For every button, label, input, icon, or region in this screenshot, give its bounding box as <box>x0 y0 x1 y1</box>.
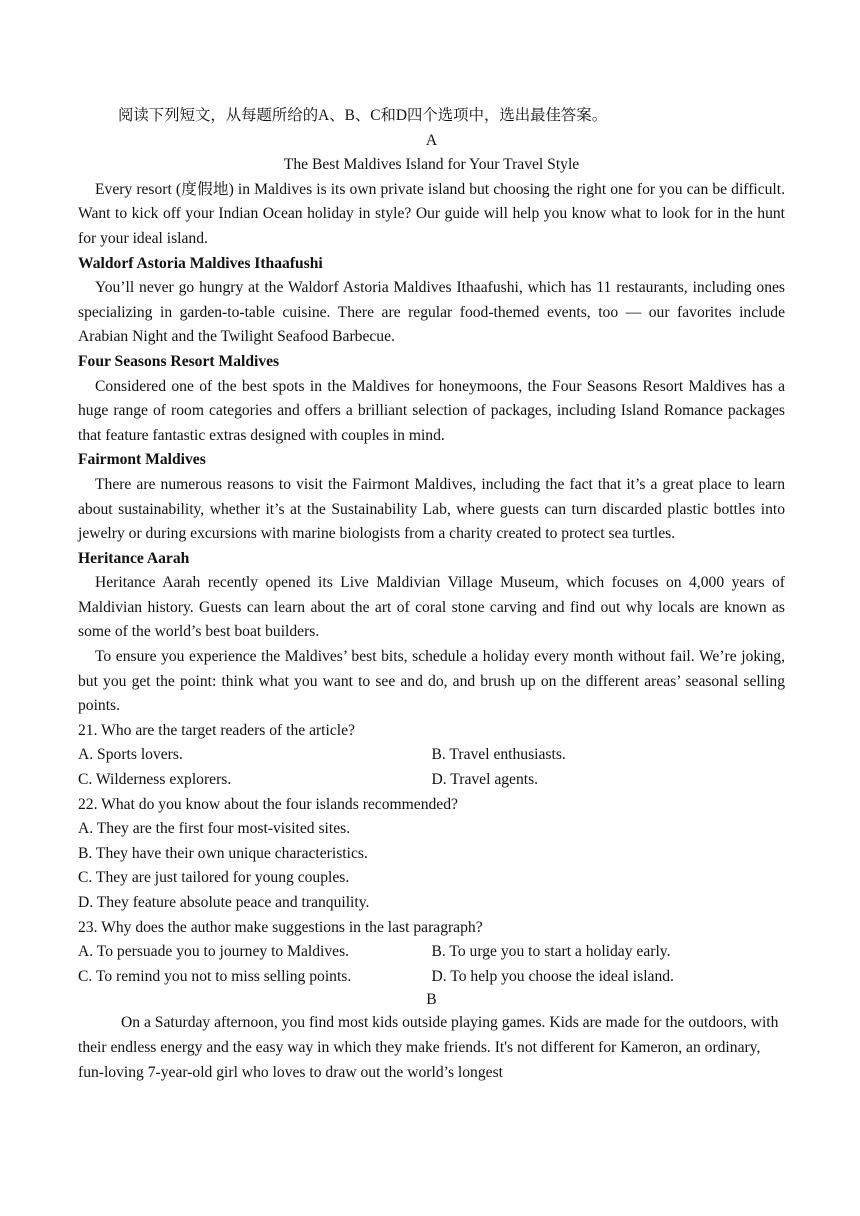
option-b: B. Travel enthusiasts. <box>431 746 566 764</box>
passage-b-label: B <box>426 991 437 1009</box>
passage-a-closing: To ensure you experience the Maldives’ best bits, schedule a holiday every month without fail. We’re joking, but you get the point: think what you want to see and do, and brush up on the different areas’ seasonal selling points. <box>78 648 785 715</box>
option-d: D. To help you choose the ideal island. <box>431 967 674 985</box>
option-c: C. They are just tailored for young couples. <box>78 869 350 887</box>
question-stem: 23. Why does the author make suggestions in the last paragraph? <box>78 918 483 936</box>
option-c: C. To remind you not to miss selling points. <box>78 967 352 985</box>
exam-page <box>78 104 785 1085</box>
option-a: A. Sports lovers. <box>78 746 183 764</box>
instruction: 阅读下列短文，从每题所给的A、B、C和D四个选项中，选出最佳答案。 <box>118 107 608 124</box>
option-a: A. They are the first four most-visited sites. <box>78 820 351 838</box>
option-row <box>78 965 785 990</box>
section-heading: Fairmont Maldives <box>78 451 206 469</box>
option-row <box>78 768 785 793</box>
option-d: D. They feature absolute peace and tranquility. <box>78 894 370 911</box>
passage-a-label: A <box>425 131 438 149</box>
section-text: There are numerous reasons to visit the Fairmont Maldives, including the fact that it’s a great place to learn about sustainability, whether it’s at the Sustainability Lab, where guests can turn discarded plastic bottles into jewelry or during excursions with marine biologists from a charity created to protect sea turtles. <box>78 475 785 543</box>
option-b: B. To urge you to start a holiday early. <box>431 943 671 961</box>
passage-a-title: The Best Maldives Island for Your Travel Style <box>283 156 580 174</box>
question-stem: 22. What do you know about the four islands recommended? <box>78 795 458 813</box>
section-text: Considered one of the best spots in the Maldives for honeymoons, the Four Seasons Resort Maldives has a huge range of room categories and offers a brilliant selection of packages, including Island Romance packages that feature fantastic extras designed with couples in mind. <box>78 377 785 444</box>
question-stem: 21. Who are the target readers of the article? <box>78 721 355 739</box>
section-heading: Four Seasons Resort Maldives <box>78 352 280 370</box>
section-heading: Waldorf Astoria Maldives Ithaafushi <box>78 254 323 272</box>
option-b: B. They have their own unique characteristics. <box>78 844 368 862</box>
option-row <box>78 940 785 965</box>
passage-b-text: On a Saturday afternoon, you find most kids outside playing games. Kids are made for the outdoors, with their endless energy and the easy way in which they make friends. It's not different for Kameron, an ordinary, fun-loving 7-year-old girl who loves to draw out the world’s longest <box>78 1014 779 1081</box>
section-text: You’ll never go hungry at the Waldorf Astoria Maldives Ithaafushi, which has 11 restaurants, including ones specializing in garden-to-table cuisine. There are regular food-themed events, too — our favorites include Arabian Night and the Twilight Seafood Barbecue. <box>78 279 785 346</box>
option-d: D. Travel agents. <box>431 771 539 789</box>
option-a: A. To persuade you to journey to Maldives. <box>78 943 350 961</box>
section-text: Heritance Aarah recently opened its Live Maldivian Village Museum, which focuses on 4,000 years of Maldivian history. Guests can learn about the art of coral stone carving and find out why locals are known as some of the world’s best boat builders. <box>78 574 785 641</box>
option-c: C. Wilderness explorers. <box>78 771 232 789</box>
passage-a-intro: Every resort (度假地) in Maldives is its own private island but choosing the right one for you can be difficult. Want to kick off your Indian Ocean holiday in style? Our guide will help you know what to look for in the hunt for your ideal island. <box>78 180 785 247</box>
section-heading: Heritance Aarah <box>78 549 190 567</box>
option-row <box>78 743 785 768</box>
